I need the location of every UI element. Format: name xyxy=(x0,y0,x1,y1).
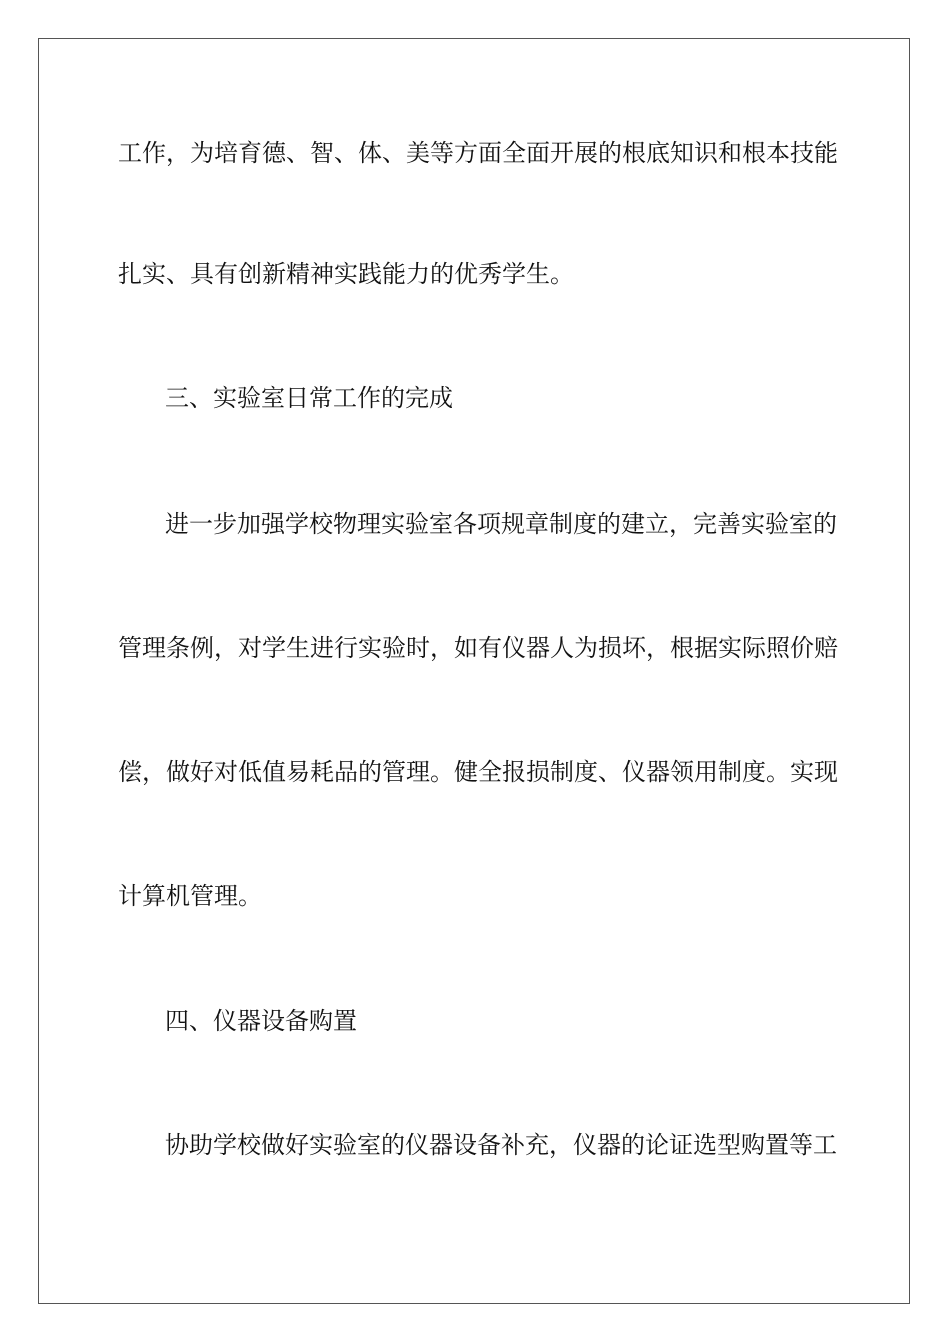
paragraph-line-2: 扎实、具有创新精神实践能力的优秀学生。 xyxy=(118,260,574,288)
section-heading-3: 三、实验室日常工作的完成 xyxy=(165,384,453,412)
paragraph-line-3: 进一步加强学校物理实验室各项规章制度的建立，完善实验室的 xyxy=(165,510,837,538)
paragraph-line-1: 工作，为培育德、智、体、美等方面全面开展的根底知识和根本技能 xyxy=(118,139,838,167)
paragraph-line-4: 管理条例，对学生进行实验时，如有仪器人为损坏，根据实际照价赔 xyxy=(118,634,838,662)
paragraph-line-5: 偿，做好对低值易耗品的管理。健全报损制度、仪器领用制度。实现 xyxy=(118,758,838,786)
paragraph-line-7: 协助学校做好实验室的仪器设备补充，仪器的论证选型购置等工 xyxy=(165,1131,837,1159)
section-heading-4: 四、仪器设备购置 xyxy=(165,1007,357,1035)
paragraph-line-6: 计算机管理。 xyxy=(118,882,262,910)
page-border xyxy=(38,38,910,1304)
